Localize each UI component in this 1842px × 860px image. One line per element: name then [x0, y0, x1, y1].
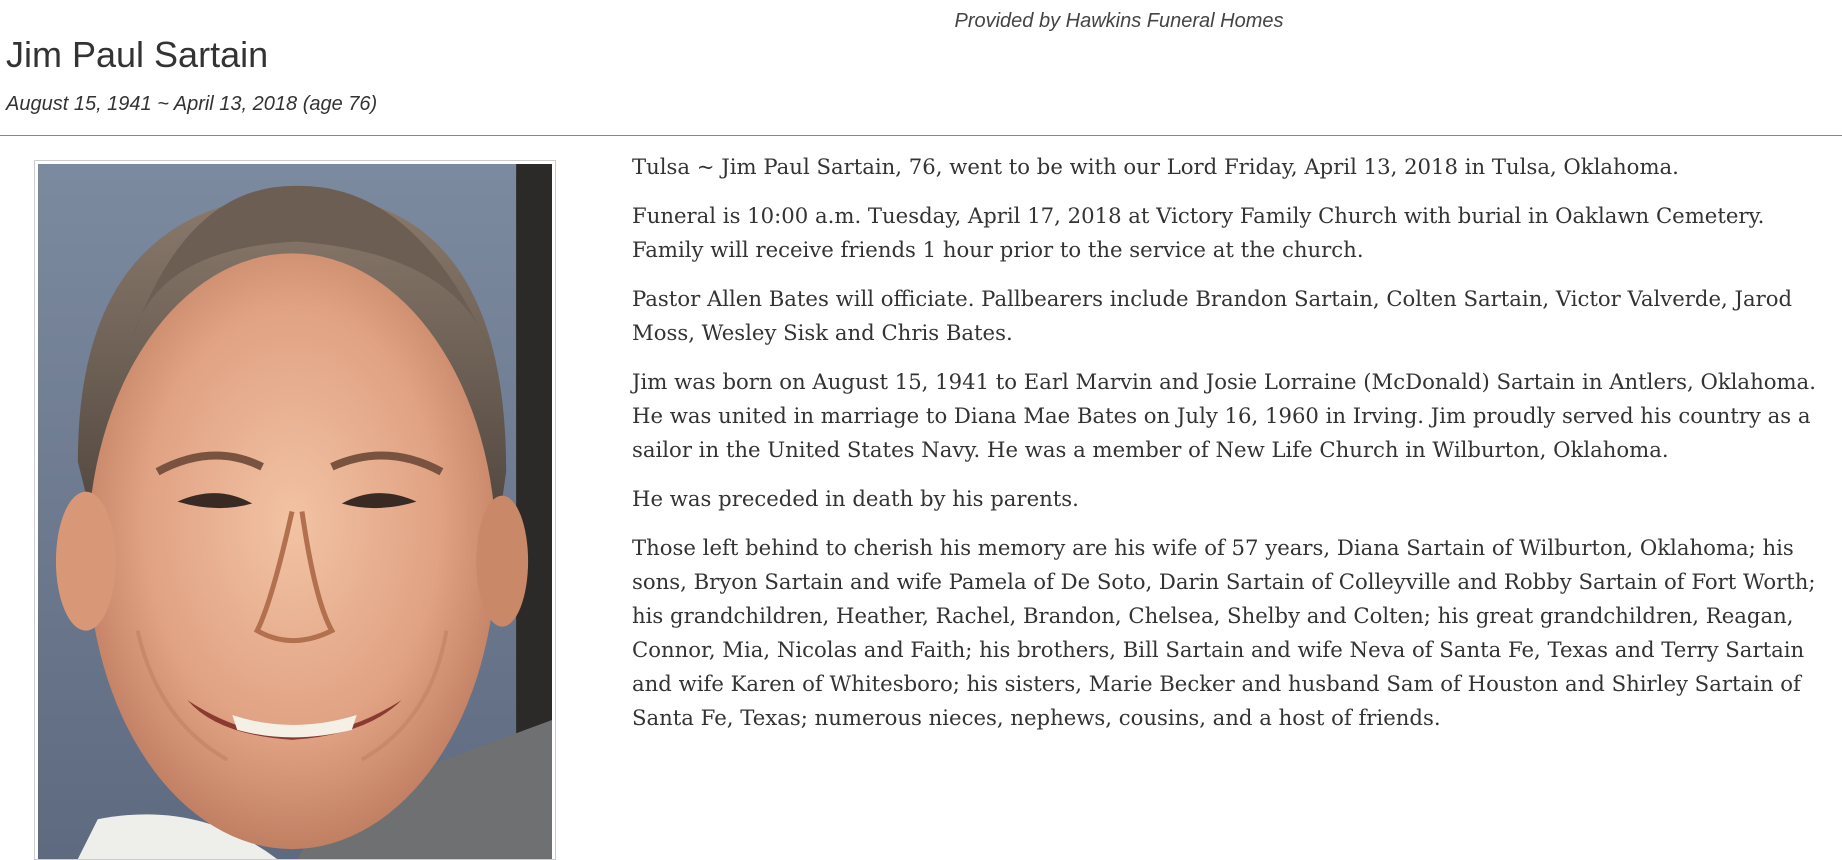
portrait-photo-icon [38, 164, 552, 859]
paragraph: He was preceded in death by his parents. [632, 486, 1079, 511]
paragraph: Jim was born on August 15, 1941 to Earl Marvin and Josie Lorraine (McDonald) Sartain in Antlers, Oklahoma. He was united in marriage to Diana Mae Bates on July 16, 1960 in Irving. Jim proudly served his country as a sailor in the United States Navy. He was a member of New Life Church in Wilburton, Oklahoma. [632, 369, 1816, 462]
photo-frame [34, 160, 556, 860]
obituary-body [632, 150, 1837, 750]
life-dates: August 15, 1941 ~ April 13, 2018 (age 76) [6, 93, 378, 115]
header-divider [0, 135, 1842, 136]
provider-text: Provided by Hawkins Funeral Homes [954, 10, 1284, 32]
paragraph: Funeral is 10:00 a.m. Tuesday, April 17, 2018 at Victory Family Church with burial in Oaklawn Cemetery. Family will receive friends 1 hour prior to the service at the church. [632, 203, 1765, 262]
page-title: Jim Paul Sartain [6, 34, 269, 75]
paragraph: Pastor Allen Bates will officiate. Pallbearers include Brandon Sartain, Colten Sartain, Victor Valverde, Jarod Moss, Wesley Sisk and Chris Bates. [632, 286, 1793, 345]
paragraph: Those left behind to cherish his memory are his wife of 57 years, Diana Sartain of Wilburton, Oklahoma; his sons, Bryon Sartain and wife Pamela of De Soto, Darin Sartain of Colleyville and Robby Sartain of Fort Worth; his grandchildren, Heather, Rachel, Brandon, Chelsea, Shelby and Colten; his great grandchildren, Reagan, Connor, Mia, Nicolas and Faith; his brothers, Bill Sartain and wife Neva of Santa Fe, Texas and Terry Sartain and wife Karen of Whitesboro; his sisters, Marie Becker and husband Sam of Houston and Shirley Sartain of Santa Fe, Texas; numerous nieces, nephews, cousins, and a host of friends. [632, 535, 1816, 730]
paragraph: Tulsa ~ Jim Paul Sartain, 76, went to be with our Lord Friday, April 13, 2018 in Tulsa, Oklahoma. [632, 154, 1679, 179]
provider-banner [0, 0, 1842, 40]
